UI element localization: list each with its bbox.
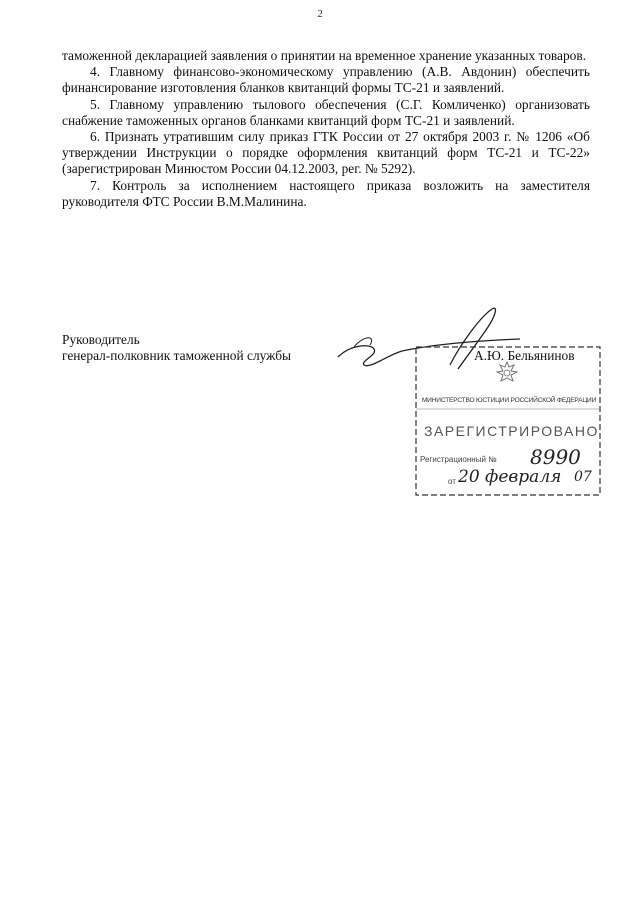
emblem-eagle-icon [492,359,522,389]
paragraph-item-5: 5. Главному управлению тылового обеспечения (С.Г. Комличенко) организовать снабжение таможенных органов бланками квитанций форм ТС-21 и заявлений. [62,96,590,128]
document-body [62,48,590,210]
paragraph-item-4: 4. Главному финансово-экономическому управлению (А.В. Авдонин) обеспечить финансирование изготовления бланков квитанций формы ТС-21 и заявлений. [62,64,590,96]
paragraph-item-6: 6. Признать утратившим силу приказ ГТК России от 27 октября 2003 г. № 1206 «Об утверждении Инструкции о порядке оформления квитанций форм ТС-21 и ТС-22» (зарегистрирован Минюстом России 04.12.2003, рег. № 5292). [62,129,590,177]
signatory-rank: генерал-полковник таможенной службы [62,348,292,364]
registration-stamp [414,345,602,497]
stamp-regno-value: 8990 [530,445,581,469]
signatory-title: Руководитель [62,332,140,347]
paragraph-continuation: таможенной декларацией заявления о принятии на временное хранение указанных товаров. [62,48,587,63]
stamp-registered-text: ЗАРЕГИСТРИРОВАНО [424,423,599,439]
stamp-year-value: 07 [574,469,592,485]
stamp-date-prefix: от [448,477,456,486]
stamp-regno-label: Регистрационный № [420,455,497,464]
stamp-ministry-text: МИНИСТЕРСТВО ЮСТИЦИИ РОССИЙСКОЙ ФЕДЕРАЦИИ [421,397,597,404]
stamp-date-value: 20 февраля [458,467,562,487]
signatory-name: А.Ю. Бельянинов [474,348,575,363]
page-number: 2 [317,8,323,20]
paragraph-item-7: 7. Контроль за исполнением настоящего приказа возложить на заместителя руководителя ФТС России В.М.Малинина. [62,177,590,209]
